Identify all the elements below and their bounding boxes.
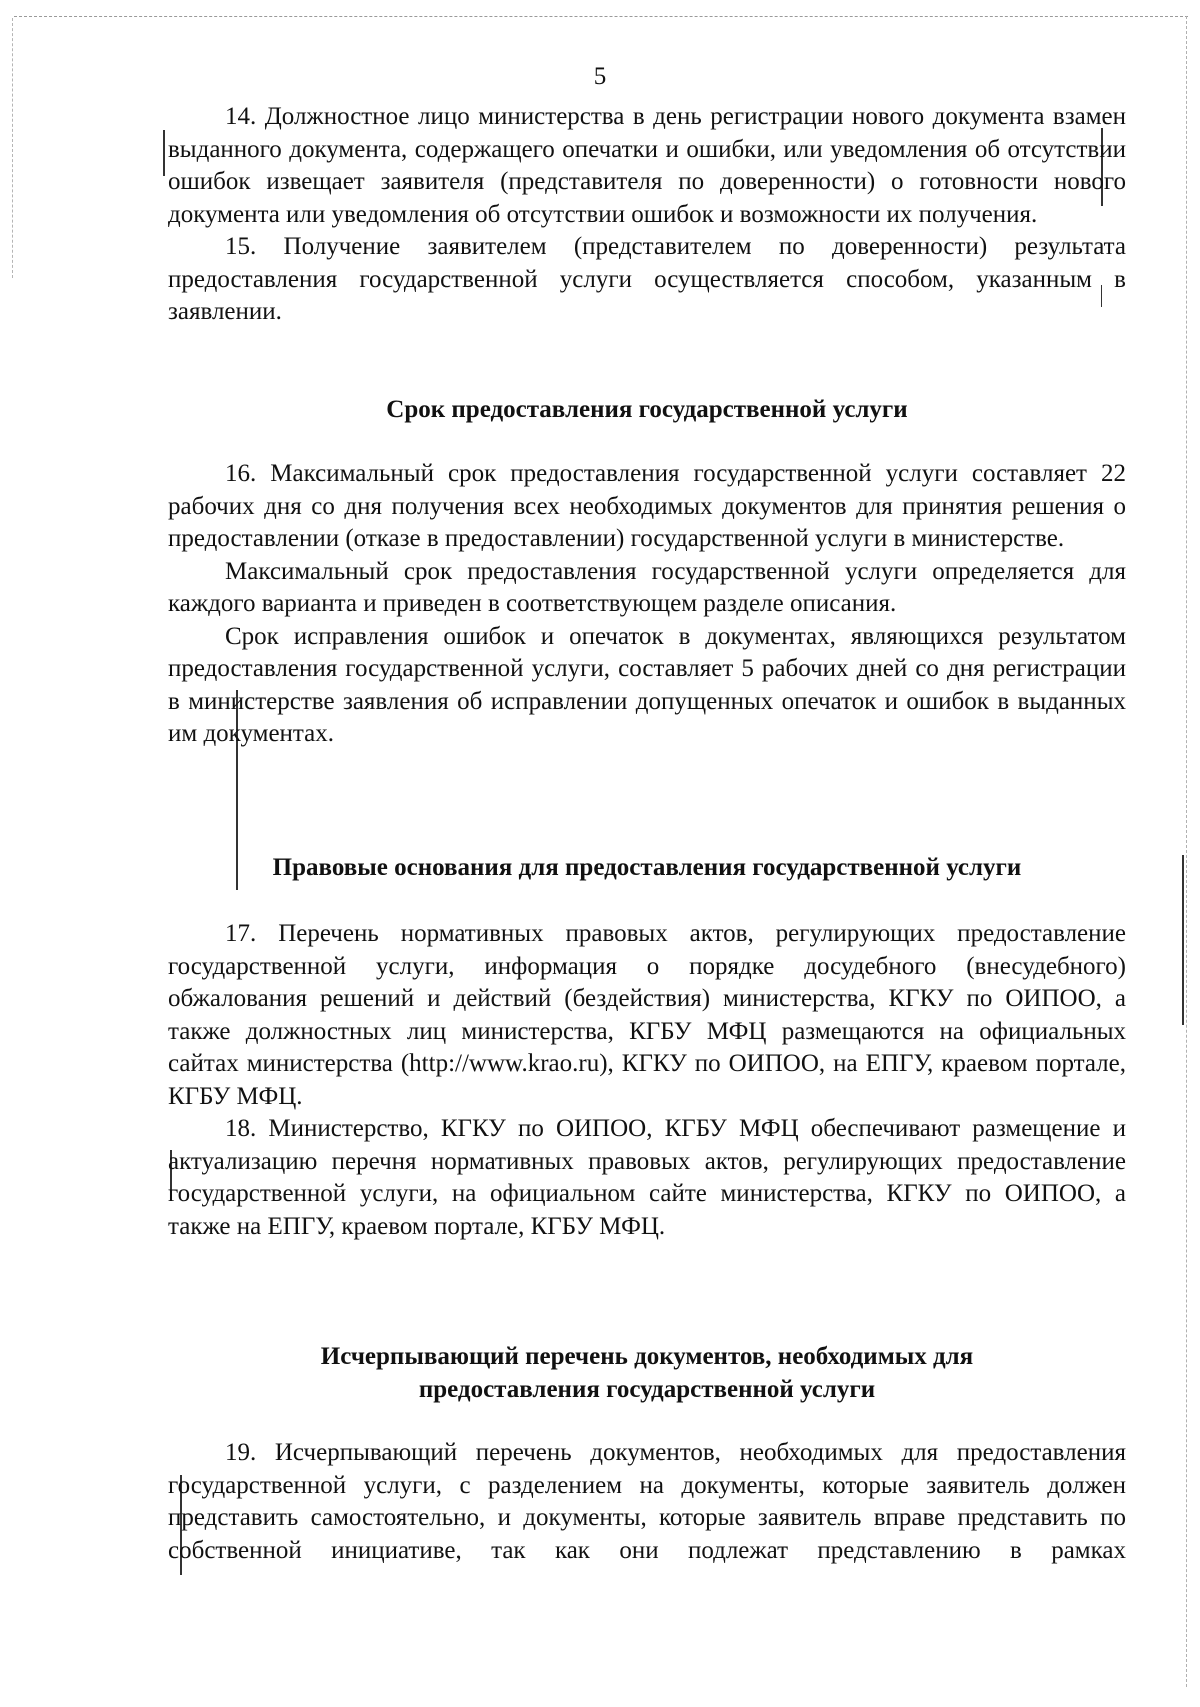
section-heading-documents xyxy=(168,1341,1126,1406)
paragraph-15: 15. Получение заявителем (представителем по доверенности) результата предоставления государственной услуги осуществляется способом, указанным в заявлении. xyxy=(168,233,1126,325)
text-block-16 xyxy=(168,458,1126,751)
scan-mark xyxy=(163,130,165,176)
paragraph-14: 14. Должностное лицо министерства в день регистрации нового документа взамен выданного документа, содержащего опечатки и ошибки, или уведомления об отсутствии ошибок извещает заявителя (представителя по доверенности) о готовности нового документа или уведомления об отсутствии ошибок и возможности их получения. xyxy=(168,103,1126,228)
paragraph-19: 19. Исчерпывающий перечень документов, необходимых для предоставления государственной услуги, с разделением на документы, которые заявитель должен представить самостоятельно, и документы, которые заявитель вправе представить по собственной инициативе, так как они подлежат представлению в рамках xyxy=(168,1439,1126,1564)
text-block-19 xyxy=(168,1437,1126,1567)
section-heading-term: Срок предоставления государственной услуги xyxy=(386,396,908,423)
paragraph-16-term-per-variant: Максимальный срок предоставления государственной услуги определяется для каждого варианта и приведен в соответствующем разделе описания. xyxy=(168,557,1126,617)
text-block-17-18 xyxy=(168,918,1126,1243)
paragraph-16-correction-term: Срок исправления ошибок и опечаток в документах, являющихся результатом предоставления государственной услуги, составляет 5 рабочих дней со дня регистрации в министерстве заявления об исправлении допущенных опечаток и ошибок в выданных им документах. xyxy=(168,622,1126,747)
text-block-14-15 xyxy=(168,101,1126,329)
scan-edge-right xyxy=(1186,16,1187,1687)
heading-line-1: Исчерпывающий перечень документов, необходимых для xyxy=(320,1343,974,1370)
section-heading-legal: Правовые основания для предоставления государственной услуги xyxy=(272,854,1022,881)
page-number: 5 xyxy=(593,63,607,90)
heading-line-2: предоставления государственной услуги xyxy=(418,1375,876,1403)
paragraph-16: 16. Максимальный срок предоставления государственной услуги составляет 22 рабочих дня со дня получения всех необходимых документов для принятия решения о предоставлении (отказе в предоставлении) государственной услуги в министерстве. xyxy=(168,460,1126,552)
scan-edge-top xyxy=(14,16,1188,17)
scan-mark xyxy=(1182,855,1184,1025)
scan-edge-left xyxy=(12,18,13,278)
paragraph-18: 18. Министерство, КГКУ по ОИПОО, КГБУ МФЦ обеспечивают размещение и актуализацию перечня нормативных правовых актов, регулирующих предоставление государственной услуги, на официальном сайте министерства, КГКУ по ОИПОО, а также на ЕПГУ, краевом портале, КГБУ МФЦ. xyxy=(168,1115,1126,1240)
paragraph-17: 17. Перечень нормативных правовых актов, регулирующих предоставление государственной услуги, информация о порядке досудебного (внесудебного) обжалования решений и действий (бездействия) министерства, КГКУ по ОИПОО, а также должностных лиц министерства, КГБУ МФЦ размещаются на официальных сайтах министерства (http://www.krao.ru), КГКУ по ОИПОО, на ЕПГУ, краевом портале, КГБУ МФЦ. xyxy=(168,920,1126,1110)
